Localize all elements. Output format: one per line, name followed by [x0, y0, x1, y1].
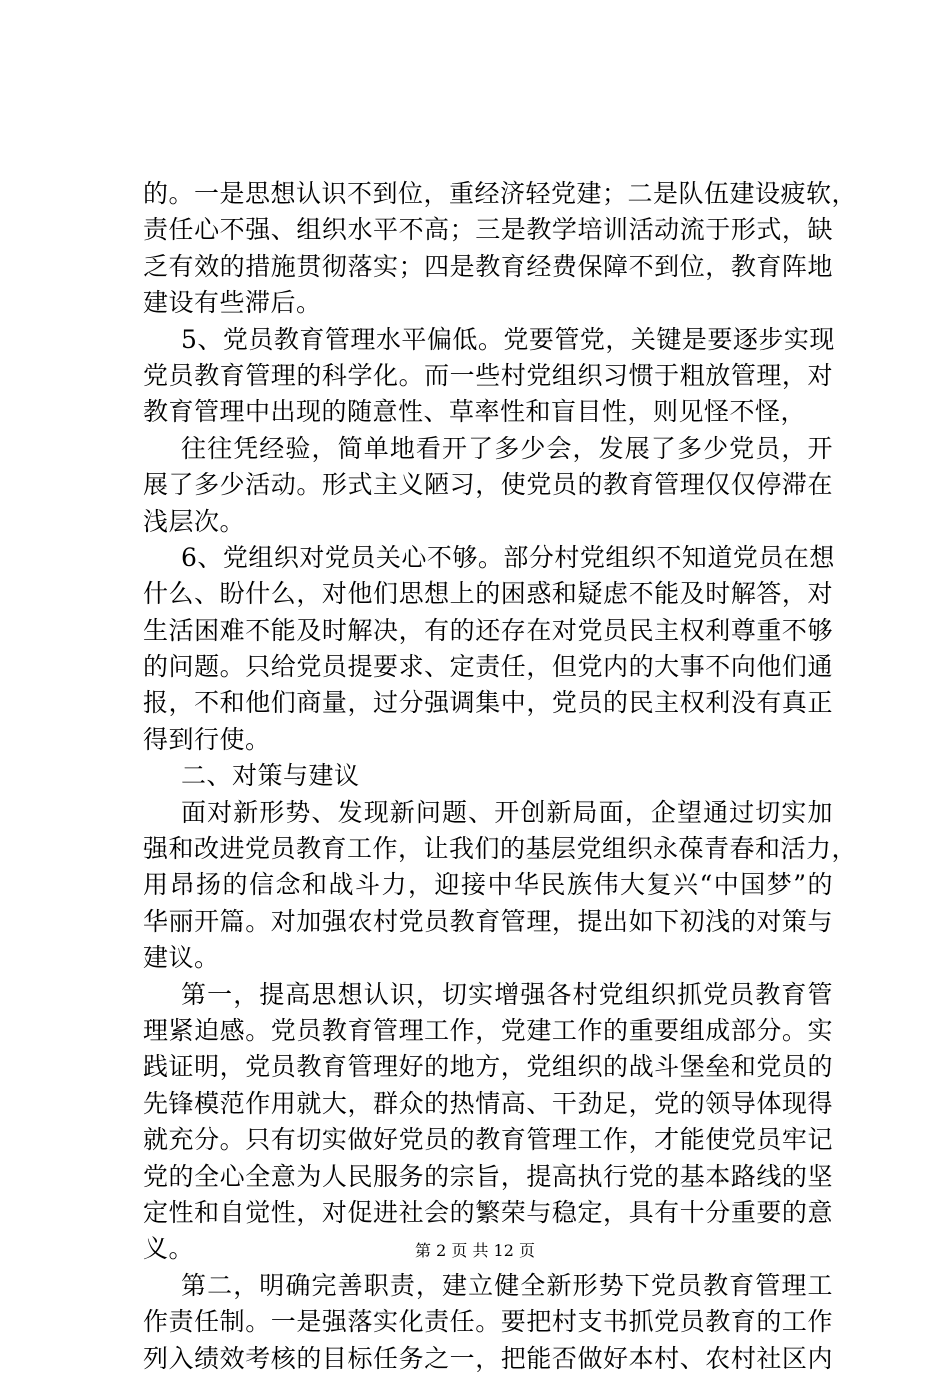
text-line: 面对新形势、发现新问题、开创新局面，企望通过切实加 — [181, 797, 833, 827]
text-line: 定性和自觉性，对促进社会的繁荣与稳定，具有十分重要的意 — [143, 1197, 833, 1227]
text-line: 教育管理中出现的随意性、草率性和盲目性，则见怪不怪， — [143, 397, 807, 427]
text-line: 先锋模范作用就大，群众的热情高、干劲足，党的领导体现得 — [143, 1088, 833, 1118]
text-line: 践证明，党员教育管理好的地方，党组织的战斗堡垒和党员的 — [143, 1052, 833, 1082]
text-line: 强和改进党员教育工作，让我们的基层党组织永葆青春和活力， — [143, 834, 858, 864]
text-line: 义。 — [143, 1234, 195, 1264]
document-body — [143, 176, 858, 1377]
text-line: 党员教育管理的科学化。而一些村党组织习惯于粗放管理，对 — [143, 360, 833, 390]
text-line: 6、党组织对党员关心不够。部分村党组织不知道党员在想 — [181, 542, 835, 572]
text-line: 往往凭经验，简单地看开了多少会，发展了多少党员，开 — [181, 433, 833, 463]
text-line: 就充分。只有切实做好党员的教育管理工作，才能使党员牢记 — [143, 1125, 833, 1155]
text-line: 二、对策与建议 — [181, 761, 360, 791]
page-number-footer: 第 2 页 共 12 页 — [415, 1241, 535, 1260]
text-line: 理紧迫感。党员教育管理工作，党建工作的重要组成部分。实 — [143, 1015, 833, 1045]
text-line: 的问题。只给党员提要求、定责任，但党内的大事不向他们通 — [143, 652, 833, 682]
text-line: 党的全心全意为人民服务的宗旨，提高执行党的基本路线的坚 — [143, 1161, 833, 1191]
text-line: 责任心不强、组织水平不高；三是教学培训活动流于形式，缺 — [143, 215, 833, 245]
text-line: 5、党员教育管理水平偏低。党要管党，关键是要逐步实现 — [181, 324, 835, 354]
text-line: 展了多少活动。形式主义陋习，使党员的教育管理仅仅停滞在 — [143, 470, 833, 500]
text-line: 浅层次。 — [143, 506, 246, 536]
text-line: 第一，提高思想认识，切实增强各村党组织抓党员教育管 — [181, 979, 833, 1009]
text-line: 建议。 — [143, 943, 220, 973]
text-line: 作责任制。一是强落实化责任。要把村支书抓党员教育的工作 — [143, 1307, 833, 1337]
text-line: 列入绩效考核的目标任务之一，把能否做好本村、农村社区内 — [143, 1343, 833, 1373]
text-line: 乏有效的措施贯彻落实；四是教育经费保障不到位，教育阵地 — [143, 251, 833, 281]
text-line: 生活困难不能及时解决，有的还存在对党员民主权利尊重不够 — [143, 615, 833, 645]
text-line: 用昂扬的信念和战斗力，迎接中华民族伟大复兴“中国梦”的 — [143, 870, 833, 900]
text-line: 第二，明确完善职责，建立健全新形势下党员教育管理工 — [181, 1270, 833, 1300]
text-line: 建设有些滞后。 — [143, 288, 322, 318]
text-line: 华丽开篇。对加强农村党员教育管理，提出如下初浅的对策与 — [143, 906, 833, 936]
text-line: 的。一是思想认识不到位，重经济轻党建；二是队伍建设疲软， — [143, 179, 858, 208]
text-line: 报，不和他们商量，过分强调集中，党员的民主权利没有真正 — [143, 688, 833, 718]
text-line: 得到行使。 — [143, 724, 271, 754]
text-line: 什么、盼什么，对他们思想上的困惑和疑虑不能及时解答，对 — [143, 579, 833, 609]
